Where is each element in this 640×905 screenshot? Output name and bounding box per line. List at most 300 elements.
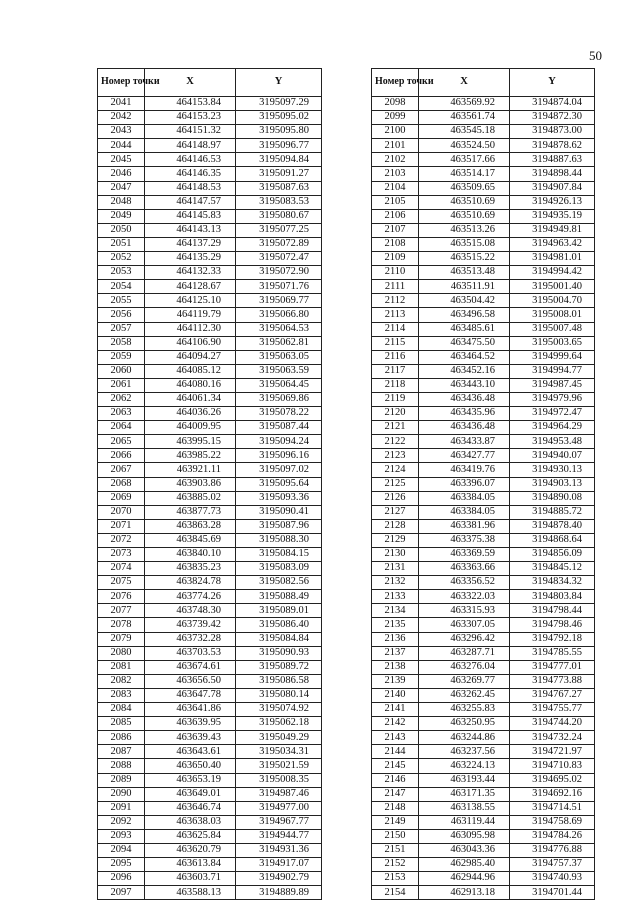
y-coordinate-cell: 3194878.62 <box>510 139 595 153</box>
y-coordinate-cell: 3194798.44 <box>510 604 595 618</box>
point-number-cell: 2133 <box>372 590 419 604</box>
y-coordinate-cell: 3195090.93 <box>236 646 322 660</box>
table-row <box>372 632 595 646</box>
column-header-y: Y <box>236 69 322 97</box>
x-coordinate-cell: 463515.22 <box>419 252 510 266</box>
x-coordinate-cell: 464148.97 <box>145 139 236 153</box>
point-number-cell: 2067 <box>98 463 145 477</box>
x-coordinate-cell: 463885.02 <box>145 491 236 505</box>
table-row <box>98 703 322 717</box>
table-row <box>98 590 322 604</box>
y-coordinate-cell: 3194987.46 <box>236 787 322 801</box>
table-row <box>98 97 322 111</box>
x-coordinate-cell: 464036.26 <box>145 407 236 421</box>
x-coordinate-cell: 463369.59 <box>419 548 510 562</box>
y-coordinate-cell: 3194907.84 <box>510 181 595 195</box>
y-coordinate-cell: 3194803.84 <box>510 590 595 604</box>
point-number-cell: 2131 <box>372 562 419 576</box>
point-number-cell: 2053 <box>98 266 145 280</box>
x-coordinate-cell: 463427.77 <box>419 449 510 463</box>
y-coordinate-cell: 3194935.19 <box>510 209 595 223</box>
point-number-cell: 2083 <box>98 688 145 702</box>
point-number-cell: 2062 <box>98 392 145 406</box>
y-coordinate-cell: 3194757.37 <box>510 858 595 872</box>
point-number-cell: 2079 <box>98 632 145 646</box>
y-coordinate-cell: 3195093.36 <box>236 491 322 505</box>
y-coordinate-cell: 3194873.00 <box>510 125 595 139</box>
point-number-cell: 2143 <box>372 731 419 745</box>
x-coordinate-cell: 463732.28 <box>145 632 236 646</box>
x-coordinate-cell: 464085.12 <box>145 364 236 378</box>
x-coordinate-cell: 463224.13 <box>419 759 510 773</box>
x-coordinate-cell: 463296.42 <box>419 632 510 646</box>
table-row <box>98 111 322 125</box>
point-number-cell: 2139 <box>372 674 419 688</box>
table-row <box>98 449 322 463</box>
point-number-cell: 2075 <box>98 576 145 590</box>
point-number-cell: 2114 <box>372 322 419 336</box>
point-number-cell: 2138 <box>372 660 419 674</box>
y-coordinate-cell: 3195072.90 <box>236 266 322 280</box>
point-number-cell: 2119 <box>372 392 419 406</box>
point-number-cell: 2043 <box>98 125 145 139</box>
point-number-cell: 2144 <box>372 745 419 759</box>
y-coordinate-cell: 3195095.64 <box>236 477 322 491</box>
table-row <box>98 139 322 153</box>
y-coordinate-cell: 3194917.07 <box>236 858 322 872</box>
x-coordinate-cell: 464080.16 <box>145 378 236 392</box>
y-coordinate-cell: 3195095.02 <box>236 111 322 125</box>
y-coordinate-cell: 3194872.30 <box>510 111 595 125</box>
y-coordinate-cell: 3194885.72 <box>510 505 595 519</box>
y-coordinate-cell: 3194868.64 <box>510 533 595 547</box>
y-coordinate-cell: 3194874.04 <box>510 97 595 111</box>
point-number-cell: 2118 <box>372 378 419 392</box>
point-number-cell: 2115 <box>372 336 419 350</box>
y-coordinate-cell: 3195007.48 <box>510 322 595 336</box>
x-coordinate-cell: 463436.48 <box>419 392 510 406</box>
page-number: 50 <box>589 48 602 63</box>
x-coordinate-cell: 464143.13 <box>145 223 236 237</box>
x-coordinate-cell: 463517.66 <box>419 153 510 167</box>
point-number-cell: 2066 <box>98 449 145 463</box>
table-row <box>98 576 322 590</box>
y-coordinate-cell: 3194744.20 <box>510 717 595 731</box>
table-row <box>372 223 595 237</box>
table-row <box>98 858 322 872</box>
y-coordinate-cell: 3194972.47 <box>510 407 595 421</box>
point-number-cell: 2051 <box>98 237 145 251</box>
table-row <box>98 463 322 477</box>
x-coordinate-cell: 463545.18 <box>419 125 510 139</box>
y-coordinate-cell: 3195096.16 <box>236 449 322 463</box>
table-row <box>372 392 595 406</box>
point-number-cell: 2120 <box>372 407 419 421</box>
x-coordinate-cell: 462913.18 <box>419 886 510 900</box>
point-number-cell: 2050 <box>98 223 145 237</box>
x-coordinate-cell: 463513.26 <box>419 223 510 237</box>
table-row <box>372 660 595 674</box>
table-row <box>98 181 322 195</box>
y-coordinate-cell: 3194926.13 <box>510 195 595 209</box>
table-row <box>372 548 595 562</box>
table-row <box>372 872 595 886</box>
table-row <box>98 167 322 181</box>
point-number-cell: 2122 <box>372 435 419 449</box>
y-coordinate-cell: 3194902.79 <box>236 872 322 886</box>
y-coordinate-cell: 3194767.27 <box>510 688 595 702</box>
table-row <box>98 717 322 731</box>
x-coordinate-cell: 463396.07 <box>419 477 510 491</box>
y-coordinate-cell: 3194776.88 <box>510 843 595 857</box>
x-coordinate-cell: 464146.53 <box>145 153 236 167</box>
point-number-cell: 2096 <box>98 872 145 886</box>
x-coordinate-cell: 463287.71 <box>419 646 510 660</box>
x-coordinate-cell: 463674.61 <box>145 660 236 674</box>
table-row <box>372 97 595 111</box>
table-row <box>372 139 595 153</box>
table-row <box>372 378 595 392</box>
y-coordinate-cell: 3194981.01 <box>510 252 595 266</box>
y-coordinate-cell: 3194701.44 <box>510 886 595 900</box>
x-coordinate-cell: 463435.96 <box>419 407 510 421</box>
point-number-cell: 2060 <box>98 364 145 378</box>
x-coordinate-cell: 463638.03 <box>145 815 236 829</box>
table-row <box>372 153 595 167</box>
y-coordinate-cell: 3195062.18 <box>236 717 322 731</box>
point-number-cell: 2129 <box>372 533 419 547</box>
table-row <box>98 209 322 223</box>
x-coordinate-cell: 463419.76 <box>419 463 510 477</box>
coordinates-table-right <box>371 68 595 900</box>
x-coordinate-cell: 463496.58 <box>419 308 510 322</box>
point-number-cell: 2146 <box>372 773 419 787</box>
x-coordinate-cell: 463443.10 <box>419 378 510 392</box>
point-number-cell: 2108 <box>372 237 419 251</box>
point-number-cell: 2105 <box>372 195 419 209</box>
x-coordinate-cell: 463307.05 <box>419 618 510 632</box>
table-row <box>372 858 595 872</box>
x-coordinate-cell: 464146.35 <box>145 167 236 181</box>
table-row <box>372 801 595 815</box>
y-coordinate-cell: 3194777.01 <box>510 660 595 674</box>
x-coordinate-cell: 463646.74 <box>145 801 236 815</box>
y-coordinate-cell: 3195080.67 <box>236 209 322 223</box>
point-number-cell: 2072 <box>98 533 145 547</box>
point-number-cell: 2045 <box>98 153 145 167</box>
table-header-row <box>372 69 595 97</box>
table-row <box>372 886 595 900</box>
y-coordinate-cell: 3194878.40 <box>510 519 595 533</box>
x-coordinate-cell: 463985.22 <box>145 449 236 463</box>
x-coordinate-cell: 463840.10 <box>145 548 236 562</box>
table-row <box>372 787 595 801</box>
y-coordinate-cell: 3194903.13 <box>510 477 595 491</box>
table-header-row <box>98 69 322 97</box>
table-row <box>98 280 322 294</box>
x-coordinate-cell: 463824.78 <box>145 576 236 590</box>
point-number-cell: 2074 <box>98 562 145 576</box>
point-number-cell: 2106 <box>372 209 419 223</box>
y-coordinate-cell: 3195086.40 <box>236 618 322 632</box>
x-coordinate-cell: 463656.50 <box>145 674 236 688</box>
y-coordinate-cell: 3194898.44 <box>510 167 595 181</box>
table-row <box>98 336 322 350</box>
x-coordinate-cell: 463613.84 <box>145 858 236 872</box>
point-number-cell: 2101 <box>372 139 419 153</box>
x-coordinate-cell: 463375.38 <box>419 533 510 547</box>
table-row <box>372 463 595 477</box>
x-coordinate-cell: 463603.71 <box>145 872 236 886</box>
y-coordinate-cell: 3194692.16 <box>510 787 595 801</box>
y-coordinate-cell: 3195074.92 <box>236 703 322 717</box>
y-coordinate-cell: 3195063.59 <box>236 364 322 378</box>
y-coordinate-cell: 3194944.77 <box>236 829 322 843</box>
y-coordinate-cell: 3195072.89 <box>236 237 322 251</box>
y-coordinate-cell: 3195069.77 <box>236 294 322 308</box>
y-coordinate-cell: 3194930.13 <box>510 463 595 477</box>
y-coordinate-cell: 3194721.97 <box>510 745 595 759</box>
column-header-x: X <box>145 69 236 97</box>
table-row <box>372 505 595 519</box>
table-row <box>372 111 595 125</box>
point-number-cell: 2117 <box>372 364 419 378</box>
x-coordinate-cell: 463269.77 <box>419 674 510 688</box>
x-coordinate-cell: 463485.61 <box>419 322 510 336</box>
table-row <box>372 266 595 280</box>
y-coordinate-cell: 3194994.42 <box>510 266 595 280</box>
y-coordinate-cell: 3194834.32 <box>510 576 595 590</box>
x-coordinate-cell: 464106.90 <box>145 336 236 350</box>
x-coordinate-cell: 463381.96 <box>419 519 510 533</box>
table-row <box>372 449 595 463</box>
table-row <box>98 223 322 237</box>
table-row <box>372 773 595 787</box>
table-row <box>372 829 595 843</box>
x-coordinate-cell: 463569.92 <box>419 97 510 111</box>
point-number-cell: 2059 <box>98 350 145 364</box>
y-coordinate-cell: 3194953.48 <box>510 435 595 449</box>
table-row <box>372 703 595 717</box>
y-coordinate-cell: 3195082.56 <box>236 576 322 590</box>
x-coordinate-cell: 463748.30 <box>145 604 236 618</box>
table-row <box>372 688 595 702</box>
table-row <box>98 378 322 392</box>
x-coordinate-cell: 463138.55 <box>419 801 510 815</box>
table-row <box>372 252 595 266</box>
point-number-cell: 2046 <box>98 167 145 181</box>
x-coordinate-cell: 463877.73 <box>145 505 236 519</box>
x-coordinate-cell: 464147.57 <box>145 195 236 209</box>
table-row <box>372 181 595 195</box>
table-row <box>98 773 322 787</box>
column-header-y: Y <box>510 69 595 97</box>
point-number-cell: 2149 <box>372 815 419 829</box>
x-coordinate-cell: 463193.44 <box>419 773 510 787</box>
x-coordinate-cell: 463703.53 <box>145 646 236 660</box>
point-number-cell: 2126 <box>372 491 419 505</box>
table-row <box>98 519 322 533</box>
point-number-cell: 2098 <box>372 97 419 111</box>
point-number-cell: 2150 <box>372 829 419 843</box>
point-number-cell: 2147 <box>372 787 419 801</box>
y-coordinate-cell: 3195066.80 <box>236 308 322 322</box>
table-row <box>98 872 322 886</box>
x-coordinate-cell: 463513.48 <box>419 266 510 280</box>
table-row <box>98 153 322 167</box>
table-row <box>372 491 595 505</box>
table-row <box>98 421 322 435</box>
point-number-cell: 2141 <box>372 703 419 717</box>
x-coordinate-cell: 463255.83 <box>419 703 510 717</box>
point-number-cell: 2088 <box>98 759 145 773</box>
table-row <box>372 717 595 731</box>
point-number-cell: 2091 <box>98 801 145 815</box>
y-coordinate-cell: 3195094.24 <box>236 435 322 449</box>
point-number-cell: 2124 <box>372 463 419 477</box>
x-coordinate-cell: 463119.44 <box>419 815 510 829</box>
table-row <box>372 576 595 590</box>
y-coordinate-cell: 3195021.59 <box>236 759 322 773</box>
x-coordinate-cell: 463510.69 <box>419 209 510 223</box>
y-coordinate-cell: 3194710.83 <box>510 759 595 773</box>
table-row <box>372 477 595 491</box>
y-coordinate-cell: 3194773.88 <box>510 674 595 688</box>
x-coordinate-cell: 463509.65 <box>419 181 510 195</box>
y-coordinate-cell: 3195089.72 <box>236 660 322 674</box>
x-coordinate-cell: 464135.29 <box>145 252 236 266</box>
y-coordinate-cell: 3194845.12 <box>510 562 595 576</box>
point-number-cell: 2094 <box>98 843 145 857</box>
table-row <box>98 829 322 843</box>
x-coordinate-cell: 463650.40 <box>145 759 236 773</box>
x-coordinate-cell: 463620.79 <box>145 843 236 857</box>
x-coordinate-cell: 463356.52 <box>419 576 510 590</box>
table-row <box>98 660 322 674</box>
x-coordinate-cell: 463511.91 <box>419 280 510 294</box>
x-coordinate-cell: 463384.05 <box>419 491 510 505</box>
x-coordinate-cell: 463863.28 <box>145 519 236 533</box>
x-coordinate-cell: 463524.50 <box>419 139 510 153</box>
point-number-cell: 2135 <box>372 618 419 632</box>
point-number-cell: 2085 <box>98 717 145 731</box>
x-coordinate-cell: 464148.53 <box>145 181 236 195</box>
table-row <box>98 505 322 519</box>
x-coordinate-cell: 463095.98 <box>419 829 510 843</box>
point-number-cell: 2112 <box>372 294 419 308</box>
y-coordinate-cell: 3194792.18 <box>510 632 595 646</box>
point-number-cell: 2084 <box>98 703 145 717</box>
x-coordinate-cell: 463452.16 <box>419 364 510 378</box>
table-row <box>372 604 595 618</box>
point-number-cell: 2044 <box>98 139 145 153</box>
x-coordinate-cell: 463384.05 <box>419 505 510 519</box>
table-row <box>98 435 322 449</box>
point-number-cell: 2128 <box>372 519 419 533</box>
point-number-cell: 2077 <box>98 604 145 618</box>
point-number-cell: 2082 <box>98 674 145 688</box>
y-coordinate-cell: 3195008.35 <box>236 773 322 787</box>
table-row <box>372 533 595 547</box>
point-number-cell: 2048 <box>98 195 145 209</box>
point-number-cell: 2153 <box>372 872 419 886</box>
point-number-cell: 2104 <box>372 181 419 195</box>
x-coordinate-cell: 463250.95 <box>419 717 510 731</box>
point-number-cell: 2090 <box>98 787 145 801</box>
table-row <box>98 548 322 562</box>
y-coordinate-cell: 3195080.14 <box>236 688 322 702</box>
table-row <box>372 195 595 209</box>
table-row <box>372 646 595 660</box>
x-coordinate-cell: 463653.19 <box>145 773 236 787</box>
y-coordinate-cell: 3195003.65 <box>510 336 595 350</box>
point-number-cell: 2142 <box>372 717 419 731</box>
x-coordinate-cell: 464061.34 <box>145 392 236 406</box>
x-coordinate-cell: 463643.61 <box>145 745 236 759</box>
point-number-cell: 2089 <box>98 773 145 787</box>
x-coordinate-cell: 463043.36 <box>419 843 510 857</box>
table-row <box>98 604 322 618</box>
y-coordinate-cell: 3194963.42 <box>510 237 595 251</box>
point-number-cell: 2123 <box>372 449 419 463</box>
table-row <box>98 843 322 857</box>
y-coordinate-cell: 3195034.31 <box>236 745 322 759</box>
table-row <box>372 618 595 632</box>
column-header-point-number: Номер точки <box>372 69 419 97</box>
table-row <box>98 266 322 280</box>
x-coordinate-cell: 464153.23 <box>145 111 236 125</box>
x-coordinate-cell: 463625.84 <box>145 829 236 843</box>
point-number-cell: 2071 <box>98 519 145 533</box>
x-coordinate-cell: 463903.86 <box>145 477 236 491</box>
y-coordinate-cell: 3194931.36 <box>236 843 322 857</box>
table-row <box>372 745 595 759</box>
y-coordinate-cell: 3194987.45 <box>510 378 595 392</box>
x-coordinate-cell: 463262.45 <box>419 688 510 702</box>
x-coordinate-cell: 463995.15 <box>145 435 236 449</box>
table-row <box>98 886 322 900</box>
point-number-cell: 2057 <box>98 322 145 336</box>
table-row <box>98 674 322 688</box>
y-coordinate-cell: 3195072.47 <box>236 252 322 266</box>
table-row <box>98 533 322 547</box>
table-row <box>372 125 595 139</box>
x-coordinate-cell: 463315.93 <box>419 604 510 618</box>
x-coordinate-cell: 464132.33 <box>145 266 236 280</box>
point-number-cell: 2102 <box>372 153 419 167</box>
table-row <box>372 674 595 688</box>
x-coordinate-cell: 462985.40 <box>419 858 510 872</box>
point-number-cell: 2078 <box>98 618 145 632</box>
table-row <box>98 759 322 773</box>
table-row <box>372 759 595 773</box>
table-row <box>98 731 322 745</box>
point-number-cell: 2145 <box>372 759 419 773</box>
point-number-cell: 2080 <box>98 646 145 660</box>
y-coordinate-cell: 3194714.51 <box>510 801 595 815</box>
table-row <box>98 618 322 632</box>
point-number-cell: 2070 <box>98 505 145 519</box>
x-coordinate-cell: 463835.23 <box>145 562 236 576</box>
x-coordinate-cell: 462944.96 <box>419 872 510 886</box>
table-row <box>372 562 595 576</box>
table-row <box>98 392 322 406</box>
point-number-cell: 2068 <box>98 477 145 491</box>
y-coordinate-cell: 3195064.45 <box>236 378 322 392</box>
y-coordinate-cell: 3194856.09 <box>510 548 595 562</box>
x-coordinate-cell: 463921.11 <box>145 463 236 477</box>
x-coordinate-cell: 463276.04 <box>419 660 510 674</box>
